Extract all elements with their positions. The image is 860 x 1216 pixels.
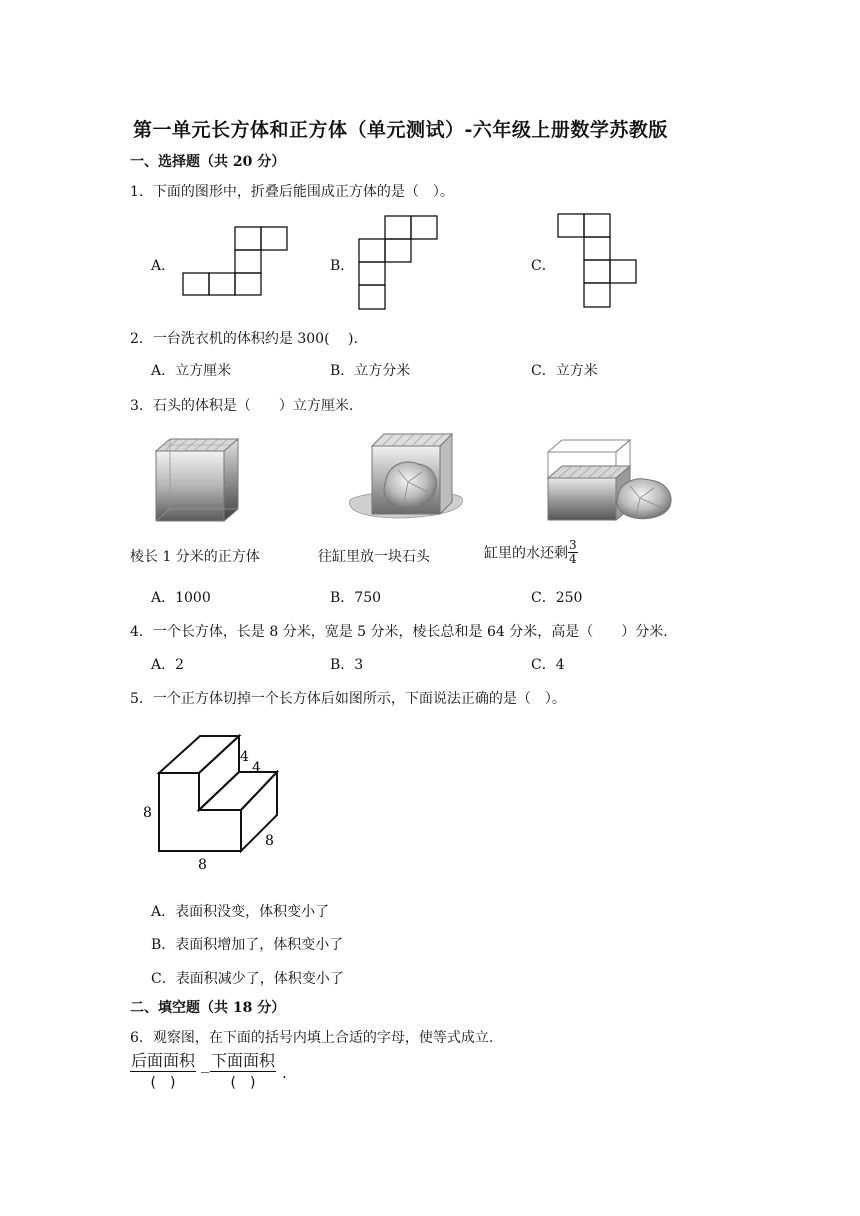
- water-cube-illustration: [152, 437, 242, 523]
- fraction-three-quarters: [568, 539, 578, 566]
- q6-right-fraction: [210, 1048, 276, 1092]
- q5-option-c: C．表面积减少了，体积变小了: [151, 971, 344, 987]
- fraction-numerator: 3: [569, 538, 577, 552]
- q6-right-denominator: ( ): [230, 1075, 256, 1091]
- question-2-text: 2．一台洗衣机的体积约是 300( ).: [130, 331, 358, 347]
- q4-option-c: C．4: [531, 657, 565, 673]
- q6-left-numerator: 后面面积: [130, 1048, 196, 1072]
- q6-equal-sign: _: [201, 1054, 209, 1073]
- diagram-label-4-upper: 4: [240, 749, 249, 765]
- page-title: 第一单元长方体和正方体（单元测试）-六年级上册数学苏教版: [133, 119, 668, 141]
- q3-caption-stone: 往缸里放一块石头: [318, 549, 430, 565]
- stone-in-tank-illustration: [342, 430, 467, 522]
- q3-option-a: A．1000: [151, 590, 211, 606]
- q6-period: .: [282, 1064, 287, 1082]
- q6-right-numerator: 下面面积: [210, 1048, 276, 1072]
- q1-net-a: [182, 226, 290, 296]
- cut-cube-diagram: [140, 730, 290, 875]
- question-6-text: 6．观察图，在下面的括号内填上合适的字母，使等式成立.: [130, 1030, 494, 1046]
- q2-option-c: C．立方米: [531, 363, 598, 379]
- q3-option-c: C．250: [531, 590, 583, 606]
- q4-option-a: A．2: [151, 657, 185, 673]
- question-1-text: 1．下面的图形中，折叠后能围成正方体的是（ ）。: [130, 184, 454, 200]
- q5-option-a: A．表面积没变，体积变小了: [151, 904, 330, 920]
- q1-option-a-label: A．: [151, 258, 176, 274]
- question-5-text: 5．一个正方体切掉一个长方体后如图所示，下面说法正确的是（ ）。: [130, 691, 566, 707]
- q3-caption-remaining: [484, 539, 578, 566]
- diagram-label-height: 8: [143, 805, 152, 821]
- q1-option-b-label: B．: [330, 258, 355, 274]
- q2-option-b: B．立方分米: [330, 363, 411, 379]
- stone-removed-illustration: [544, 438, 676, 524]
- q4-option-b: B．3: [330, 657, 364, 673]
- q2-option-a: A．立方厘米: [151, 363, 232, 379]
- q1-option-c-label: C．: [531, 258, 556, 274]
- q6-left-fraction: [130, 1048, 196, 1092]
- q3-caption-remaining-text: 缸里的水还剩: [484, 545, 568, 562]
- q3-option-b: B．750: [330, 590, 382, 606]
- q1-net-b: [358, 215, 440, 311]
- diagram-label-4-lower: 4: [252, 760, 261, 776]
- question-3-text: 3．石头的体积是（ ）立方厘米.: [130, 398, 354, 414]
- q1-net-c: [557, 213, 639, 309]
- section-fill-heading: 二、填空题（共 18 分）: [130, 1000, 286, 1016]
- diagram-label-width: 8: [198, 857, 207, 873]
- q5-option-b: B．表面积增加了，体积变小了: [151, 937, 344, 953]
- section-choice-heading: 一、选择题（共 20 分）: [130, 154, 286, 170]
- diagram-label-depth: 8: [265, 833, 274, 849]
- question-4-text: 4．一个长方体，长是 8 分米，宽是 5 分米，棱长总和是 64 分米，高是（ ）分米.: [130, 624, 668, 640]
- q3-caption-cube: 棱长 1 分米的正方体: [130, 549, 260, 565]
- fraction-denominator: 4: [569, 552, 577, 566]
- q6-left-denominator: ( ): [150, 1075, 176, 1091]
